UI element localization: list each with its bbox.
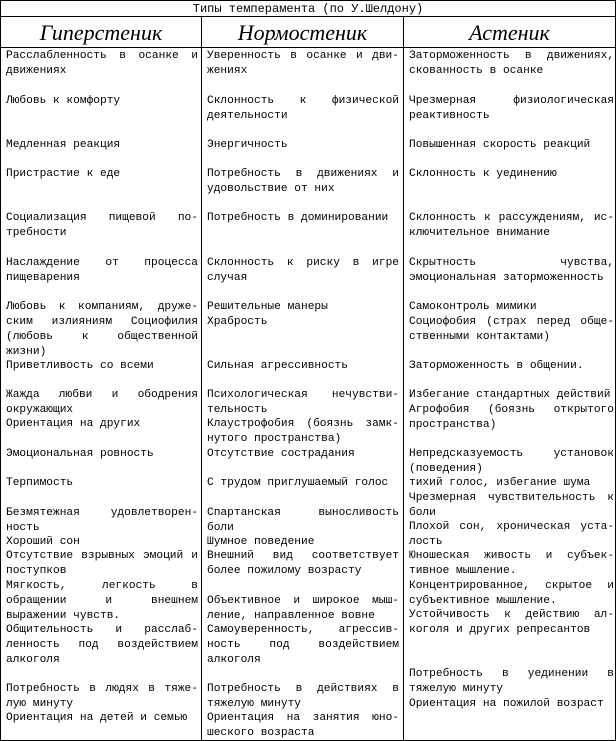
table-caption: Типы темперамента (по У.Шелдону) [192, 2, 424, 16]
cell-hypersthenic: Пристрастие к еде [6, 168, 121, 180]
cell-asthenic: Плохой сон, хроническая уста-лость [409, 521, 614, 548]
cell-normosthenic: Потребность в движениях и удовольствие от них [207, 168, 399, 195]
cell-hypersthenic: Любовь к компаниям, друже-ским излияниям Социофилия (любовь к общественной жизни) [6, 301, 198, 358]
cell-hypersthenic: Ориентация на других [6, 418, 141, 430]
cell-normosthenic: Внешний вид соответствует более пожилому возрасту [207, 550, 399, 577]
header-hypersthenic: Гиперстеник [39, 20, 163, 45]
cell-normosthenic: Клаустрофобия (боязнь замк-нутого пространства) [207, 418, 399, 445]
cell-asthenic: Юношеская живость и субъек-тивное мышление. [409, 550, 614, 577]
cell-asthenic: Самоконтроль мимики [409, 301, 537, 313]
column-divider [201, 16, 202, 740]
cell-normosthenic: Решительные манеры [207, 301, 328, 313]
cell-normosthenic: Ориентация на занятия юно-шеского возраста [207, 712, 399, 739]
cell-hypersthenic: Расслабленность в осанке и движениях [6, 50, 198, 77]
cell-normosthenic: Объективное и широкое мыш-ление, направленное вовне [207, 595, 399, 622]
cell-hypersthenic: Терпимость [6, 477, 74, 489]
cell-hypersthenic: Жажда любви и ободрения окружающих [6, 389, 198, 416]
cell-asthenic: Повышенная скорость реакций [409, 139, 591, 151]
cell-asthenic: Склонность к рассуждениям, ис-ключительное внимание [409, 212, 614, 239]
cell-asthenic: Концентрированное, скрытое и субъективное мышление. [409, 580, 614, 607]
cell-hypersthenic: Эмоциональная ровность [6, 448, 154, 460]
cell-normosthenic: Склонность к риску в игре случая [207, 257, 399, 284]
cell-asthenic: Скрытность чувства, эмоциональная заторможенность [409, 257, 614, 284]
cell-normosthenic: Самоуверенность, агрессив-ность под воздействием алкоголя [207, 624, 399, 666]
cell-asthenic: Социофобия (страх перед обще-ственными контактами) [409, 316, 614, 343]
cell-normosthenic: Потребность в действиях в тяжелую минуту [207, 683, 399, 710]
cell-normosthenic: С трудом приглушаемый голос [207, 477, 389, 489]
column-divider [403, 16, 404, 740]
cell-normosthenic: Шумное поведение [207, 536, 315, 548]
cell-asthenic: Склонность к уединению [409, 168, 557, 180]
cell-normosthenic: Отсутствие сострадания [207, 448, 355, 460]
cell-normosthenic: Потребность в доминировании [207, 212, 389, 224]
header-normosthenic: Нормостеник [237, 20, 368, 45]
cell-normosthenic: Уверенность в осанке и дви-жениях [207, 50, 399, 77]
cell-normosthenic: Психологическая нечувстви-тельность [207, 389, 399, 416]
cell-hypersthenic: Ориентация на детей и семью [6, 712, 188, 724]
cell-asthenic: Непредсказуемость установок (поведения) [409, 448, 614, 475]
cell-asthenic: тихий голос, избегание шума [409, 477, 591, 489]
cell-hypersthenic: Социализация пищевой по-требности [6, 212, 198, 239]
cell-normosthenic: Храбрость [207, 316, 268, 328]
cell-hypersthenic: Приветливость со всеми [6, 360, 154, 372]
header-asthenic: Астеник [469, 20, 550, 45]
cell-asthenic: Потребность в уединении в тяжелую минуту [409, 668, 614, 695]
cell-hypersthenic: Хороший сон [6, 536, 80, 548]
caption-divider [1, 16, 615, 17]
cell-hypersthenic: Общительность и расслаб-ленность под воздействием алкоголя [6, 624, 198, 666]
cell-asthenic: Агрофобия (боязнь открытого пространства) [409, 404, 614, 431]
header-divider [1, 47, 615, 48]
cell-hypersthenic: Наслаждение от процесса пищеварения [6, 257, 198, 284]
cell-hypersthenic: Любовь к комфорту [6, 95, 121, 107]
cell-asthenic: Заторможенность в движениях, скованность в осанке [409, 50, 614, 77]
cell-hypersthenic: Мягкость, легкость в обращении и внешнем выражении чувств. [6, 580, 198, 622]
cell-normosthenic: Энергичность [207, 139, 288, 151]
cell-hypersthenic: Отсутствие взрывных эмоций и поступков [6, 550, 198, 577]
cell-asthenic: Чрезмерная чувствительность к боли [409, 492, 614, 519]
cell-asthenic: Заторможенность в общении. [409, 360, 584, 372]
cell-normosthenic: Спартанская выносливость боли [207, 507, 399, 534]
cell-normosthenic: Сильная агрессивность [207, 360, 348, 372]
cell-hypersthenic: Медленная реакция [6, 139, 121, 151]
cell-asthenic: Чрезмерная физиологическая реактивность [409, 95, 614, 122]
cell-hypersthenic: Потребность в людях в тяже-лую минуту [6, 683, 198, 710]
cell-asthenic: Устойчивость к действию ал-коголя и других репресантов [409, 609, 614, 636]
cell-asthenic: Ориентация на пожилой возраст [409, 698, 604, 710]
cell-normosthenic: Склонность к физической деятельности [207, 95, 399, 122]
cell-asthenic: Избегание стандартных действий [409, 389, 611, 401]
cell-hypersthenic: Безмятежная удовлетворен-ность [6, 507, 198, 534]
